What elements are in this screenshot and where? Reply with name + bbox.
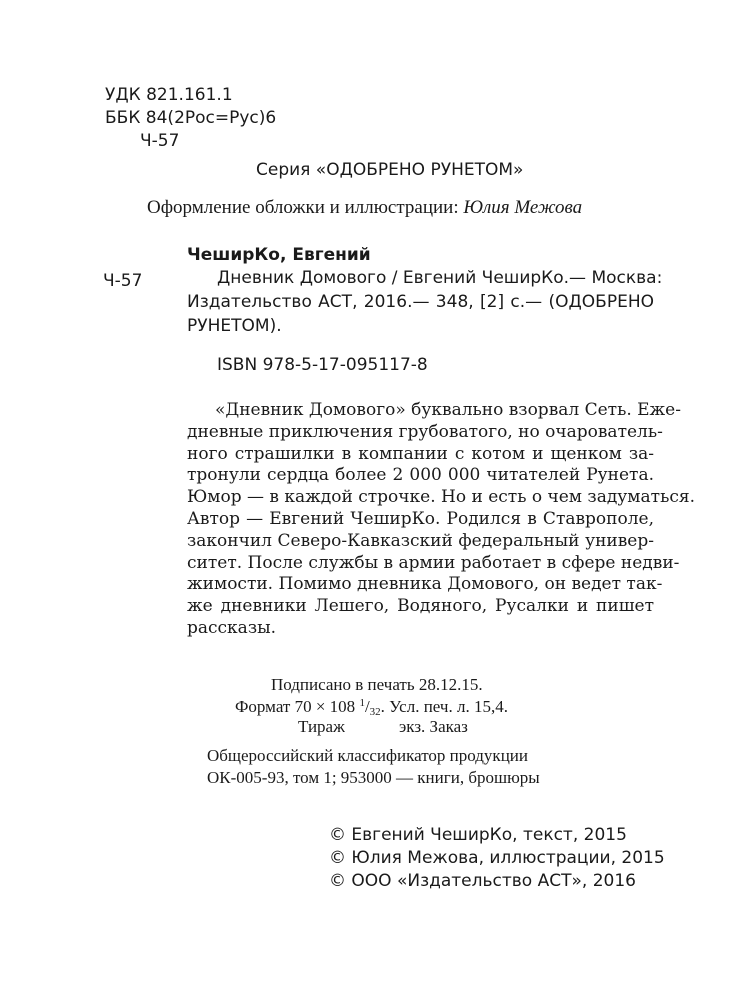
copyright-illustrator: © Юлия Межова, иллюстрации, 2015 (329, 848, 665, 868)
catalog-line-2: Издательство АСТ, 2016.— 348, [2] с.— (ОДОБРЕНО (187, 292, 654, 312)
annotation-line: дневные приключения грубоватого, но очарователь- (187, 421, 663, 442)
annotation-line: жимости. Помимо дневника Домового, он ведет так- (187, 574, 663, 595)
annotation-line: рассказы. (187, 617, 277, 638)
order-label: экз. Заказ (399, 717, 468, 736)
classifier-line-2: ОК-005-93, том 1; 953000 — книги, брошюры (207, 768, 540, 787)
design-credit (147, 197, 582, 219)
format-numerator: 1 (359, 697, 365, 709)
design-credit-label: Оформление обложки и иллюстрации: (147, 197, 459, 218)
author-mark-top: Ч-57 (140, 131, 180, 151)
design-credit-name: Юлия Межова (463, 197, 583, 218)
catalog-line-3: РУНЕТОМ). (187, 316, 282, 336)
copyright-publisher: © ООО «Издательство АСТ», 2016 (329, 871, 636, 891)
udk-code: УДК 821.161.1 (105, 85, 233, 105)
annotation-line: ного страшилки в компании с котом и щенком за- (187, 443, 654, 464)
annotation-line: ситет. После службы в армии работает в сфере недви- (187, 552, 680, 573)
copyright-author: © Евгений ЧеширКо, текст, 2015 (329, 825, 627, 845)
annotation-line: «Дневник Домового» буквально взорвал Сеть. Еже- (215, 400, 681, 420)
annotation-line: тронули сердца более 2 000 000 читателей Рунета. (187, 465, 654, 486)
annotation (187, 400, 695, 640)
bbk-code: ББК 84(2Рос=Рус)6 (105, 108, 277, 128)
catalog-line-1: Дневник Домового / Евгений ЧеширКо.— Москва: (217, 268, 663, 288)
author-mark: Ч-57 (103, 271, 143, 291)
format-label: Формат 70 × 108 (235, 697, 356, 716)
isbn: ISBN 978-5-17-095117-8 (217, 355, 428, 375)
format-rest: . Усл. печ. л. 15,4. (380, 697, 508, 716)
print-run-label: Тираж (298, 717, 345, 736)
format-line: Формат 70 × 108 $^1/_{32}$. Усл. печ. л. 15,4. (235, 697, 508, 718)
annotation-line: же дневники Лешего, Водяного, Русалки и пишет (187, 596, 654, 617)
author-heading: ЧеширКо, Евгений (187, 245, 371, 265)
series-title: Серия «ОДОБРЕНО РУНЕТОМ» (256, 160, 524, 180)
signed-date: Подписано в печать 28.12.15. (271, 675, 483, 694)
annotation-line: закончил Северо-Кавказский федеральный универ- (187, 530, 654, 551)
annotation-line: Автор — Евгений ЧеширКо. Родился в Ставрополе, (187, 508, 654, 529)
classifier-line-1: Общероссийский классификатор продукции (207, 746, 528, 765)
format-denominator: 32 (369, 706, 381, 718)
annotation-line: Юмор — в каждой строчке. Но и есть о чем задуматься. (187, 487, 695, 508)
